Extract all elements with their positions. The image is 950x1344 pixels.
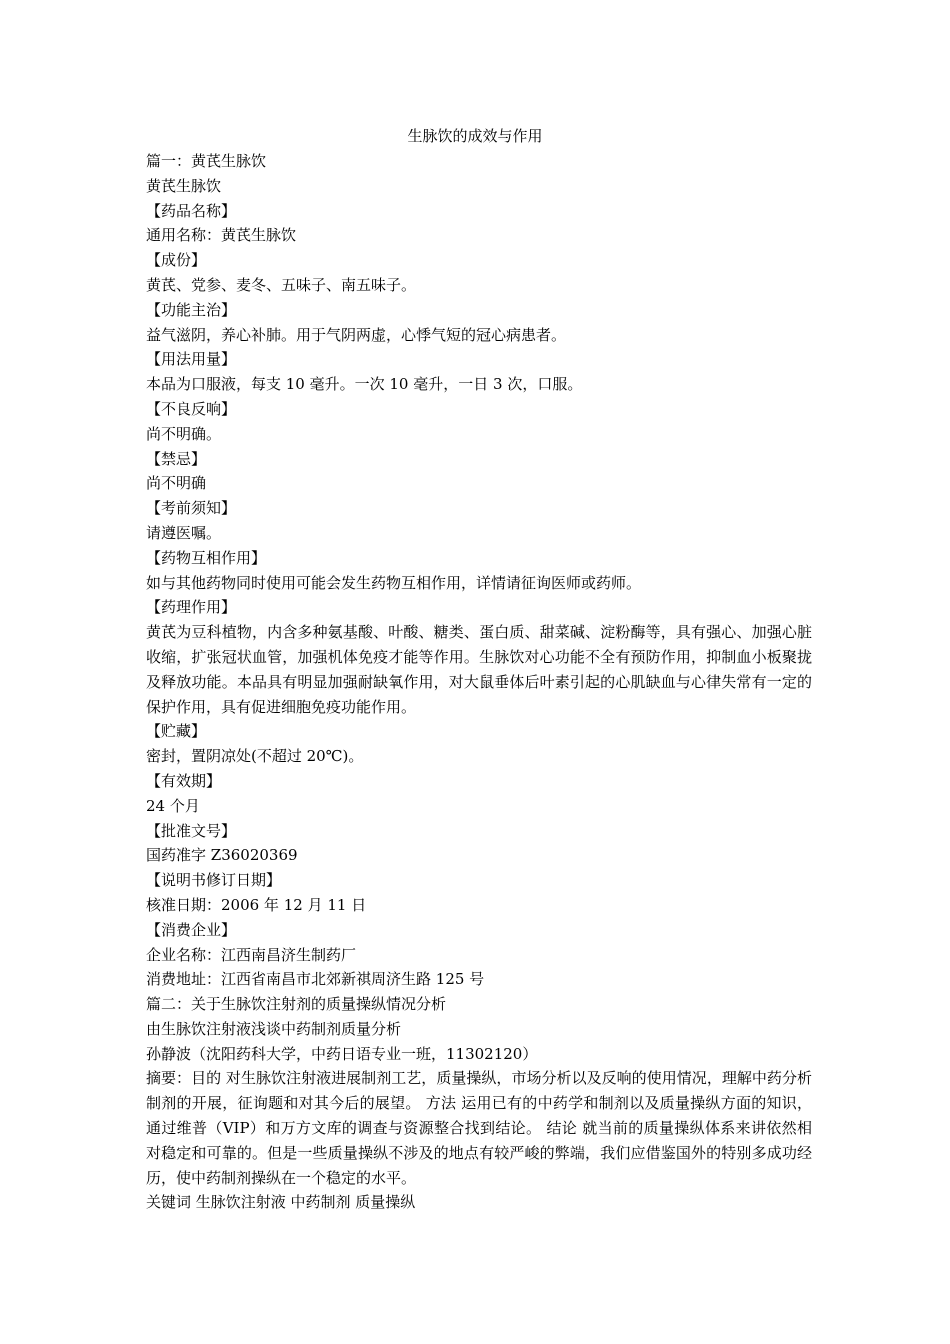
product-name: 黄芪生脉饮 [146, 176, 222, 195]
field-value-pharmacology: 黄芪为豆科植物，内含多种氨基酸、叶酸、糖类、蛋白质、甜菜碱、淀粉酶等，具有强心、加强心脏收缩，扩张冠状血管，加强机体免疫才能等作用。生脉饮对心功能不全有预防作用，抑制血小板聚拢及释放功能。本品具有明显加强耐缺氧作用，对大鼠垂体后叶素引起的心肌缺血与心律失常有一定的保护作用，具有促进细胞免疫功能作用。 [146, 623, 812, 716]
document-title: 生脉饮的成效与作用 [407, 127, 543, 145]
field-value-storage: 密封，置阴凉处(不超过 20℃)。 [146, 747, 364, 766]
field-value-adverse-reactions: 尚不明确。 [146, 424, 222, 443]
field-value-dosage: 本品为口服液，每支 10 毫升。一次 10 毫升，一日 3 次，口服。 [146, 375, 583, 394]
field-value-indications: 益气滋阴，养心补肺。用于气阴两虚，心悸气短的冠心病患者。 [146, 325, 567, 344]
article-author: 孙静波（沈阳药科大学，中药日语专业一班，11302120） [146, 1044, 538, 1063]
field-heading-ingredients: 【成份】 [146, 251, 207, 270]
field-value-company-name: 企业名称：江西南昌济生制药厂 [146, 945, 357, 964]
field-value-precautions: 请遵医嘱。 [146, 523, 222, 542]
article-subtitle: 由生脉饮注射液浅谈中药制剂质量分析 [146, 1019, 402, 1038]
field-heading-precautions: 【考前须知】 [146, 499, 237, 518]
field-value-company-address: 消费地址：江西省南昌市北郊新祺周济生路 125 号 [146, 970, 485, 989]
document-body [146, 149, 812, 1215]
field-heading-manufacturer: 【消费企业】 [146, 920, 237, 939]
field-value-ingredients: 黄芪、党参、麦冬、五味子、南五味子。 [146, 275, 417, 294]
field-value-shelf-life: 24 个月 [146, 796, 200, 815]
field-heading-drug-name: 【药品名称】 [146, 201, 237, 220]
field-heading-revision-date: 【说明书修订日期】 [146, 871, 282, 890]
field-heading-adverse-reactions: 【不良反响】 [146, 399, 237, 418]
article-abstract: 摘要：目的 对生脉饮注射液进展制剂工艺，质量操纵，市场分析以及反响的使用情况，理解中药分析制剂的开展，征询题和对其今后的展望。 方法 运用已有的中药学和制剂以及质量操纵方面的知识，通过维普（VIP）和万方文库的调查与资源整合找到结论。 结论 就当前的质量操纵体系来讲依然相对稳定和可靠的。但是一些质量操纵不涉及的地点有较严峻的弊端，我们应借鉴国外的特别多成功经历，使中药制剂操纵在一个稳定的水平。 [146, 1069, 812, 1187]
field-value-contraindications: 尚不明确 [146, 474, 207, 493]
field-heading-storage: 【贮藏】 [146, 722, 207, 741]
field-heading-drug-interactions: 【药物互相作用】 [146, 548, 267, 567]
field-value-generic-name: 通用名称：黄芪生脉饮 [146, 226, 297, 245]
field-heading-dosage: 【用法用量】 [146, 350, 237, 369]
field-heading-approval-number: 【批准文号】 [146, 821, 237, 840]
section-heading-part-two: 篇二：关于生脉饮注射剂的质量操纵情况分析 [146, 995, 447, 1014]
article-keywords: 关键词 生脉饮注射液 中药制剂 质量操纵 [146, 1193, 416, 1212]
field-heading-indications: 【功能主治】 [146, 300, 237, 319]
field-heading-pharmacology: 【药理作用】 [146, 598, 237, 617]
field-heading-contraindications: 【禁忌】 [146, 449, 207, 468]
field-heading-shelf-life: 【有效期】 [146, 771, 222, 790]
field-value-drug-interactions: 如与其他药物同时使用可能会发生药物互相作用，详情请征询医师或药师。 [146, 573, 642, 592]
section-heading-part-one: 篇一：黄芪生脉饮 [146, 152, 267, 170]
field-value-revision-date: 核准日期：2006 年 12 月 11 日 [146, 895, 367, 914]
field-value-approval-number: 国药准字 Z36020369 [146, 846, 298, 865]
